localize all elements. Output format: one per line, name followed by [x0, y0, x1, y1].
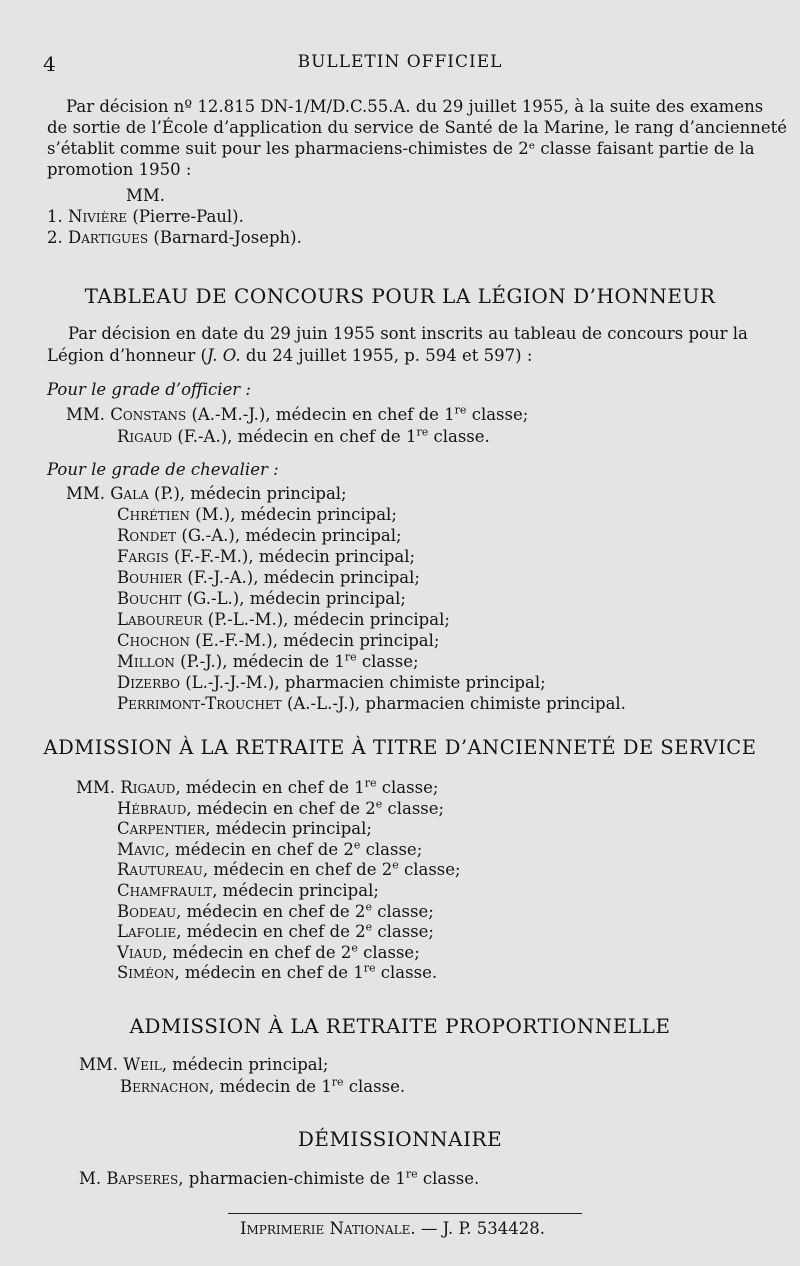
list-item	[76, 920, 461, 941]
ordinal-suffix: e	[365, 900, 372, 914]
list-item	[76, 900, 461, 921]
person-detail: (E.-F.-M.), médecin principal;	[189, 631, 440, 650]
person-detail: , médecin principal;	[205, 819, 372, 839]
list-item	[76, 961, 461, 982]
ordinal-suffix: e	[365, 920, 373, 934]
retraite-anciennete-list	[76, 776, 461, 982]
list-prefix: M.	[79, 1169, 107, 1188]
ordinal-suffix: re	[331, 1075, 344, 1089]
person-surname: Laboureur	[117, 610, 203, 629]
person-surname: Chamfrault	[117, 880, 213, 900]
decision1-mm: MM.	[126, 186, 166, 205]
person-surname: Carpentier	[117, 819, 206, 839]
list-item	[76, 817, 461, 838]
person-detail-end: classe;	[372, 922, 434, 942]
person-surname: Nivière	[68, 207, 128, 226]
list-item	[76, 776, 461, 797]
person-detail: , médecin en chef de 2	[186, 798, 376, 818]
person-surname: Millon	[117, 652, 175, 671]
ordinal-suffix: e	[353, 838, 361, 852]
person-detail: (Pierre-Paul).	[127, 207, 244, 226]
rank-number: 2.	[47, 228, 63, 247]
list-item	[79, 1075, 405, 1097]
list-item	[66, 692, 626, 713]
person-detail-end: classe;	[398, 860, 461, 880]
ranked-name-1	[47, 205, 244, 228]
list-item	[79, 1053, 405, 1075]
list-prefix: MM.	[66, 484, 111, 503]
person-surname: Bodeau	[117, 901, 177, 921]
list-item	[66, 671, 626, 692]
person-detail: , médecin en chef de 2	[176, 922, 366, 942]
ordinal-suffix: re	[363, 961, 376, 975]
ordinal-suffix: re	[416, 425, 429, 439]
list-item	[66, 545, 626, 566]
person-surname: Hébraud	[117, 798, 187, 818]
person-detail-end: classe.	[375, 963, 438, 983]
section-title-retraite-anciennete: ADMISSION À LA RETRAITE À TITRE D’ANCIENNETÉ DE SERVICE	[43, 736, 757, 759]
footer-imprint	[240, 1217, 545, 1240]
person-detail-end: classe;	[356, 652, 419, 671]
person-detail: (P.-L.-M.), médecin principal;	[202, 610, 450, 629]
person-surname: Lafolie	[117, 922, 177, 942]
person-surname: Viaud	[117, 942, 163, 962]
person-detail: (A.-L.-J.), pharmacien chimiste principal.	[281, 694, 626, 713]
section1-intro-line-1: Par décision en date du 29 juin 1955 sont inscrits au tableau de concours pour la	[68, 324, 748, 343]
person-detail: , médecin de 1	[209, 1077, 332, 1096]
list-item	[76, 941, 461, 962]
person-detail: (F.-A.), médecin en chef de 1	[172, 427, 417, 446]
person-detail: (M.), médecin principal;	[189, 505, 397, 524]
list-item	[66, 425, 528, 447]
list-item	[66, 524, 626, 545]
person-detail: , médecin en chef de 1	[174, 963, 364, 983]
ordinal-suffix: e	[375, 797, 383, 811]
person-surname: Rigaud	[120, 778, 176, 797]
person-detail: (G.-A.), médecin principal;	[176, 526, 402, 545]
person-detail: , médecin principal;	[212, 880, 379, 900]
list-item	[76, 838, 461, 859]
ordinal-suffix: re	[344, 650, 357, 664]
person-detail: (F.-J.-A.), médecin principal;	[182, 568, 420, 587]
list-item	[66, 587, 626, 608]
ordinal-suffix: re	[454, 403, 467, 417]
intro-text: du 24 juillet 1955, p. 594 et 597) :	[240, 346, 533, 365]
person-surname: Siméon	[117, 963, 175, 983]
person-detail-end: classe;	[371, 901, 434, 921]
person-detail-end: classe;	[376, 778, 439, 797]
running-title: BULLETIN OFFICIEL	[297, 52, 503, 72]
person-surname: Dartigues	[68, 228, 149, 247]
section-title-retraite-proportionnelle: ADMISSION À LA RETRAITE PROPORTIONNELLE	[129, 1014, 671, 1038]
ordinal-suffix: e	[392, 858, 399, 872]
person-surname: Rigaud	[117, 427, 173, 446]
person-surname: Bapseres	[106, 1169, 179, 1188]
list-prefix: MM.	[76, 778, 121, 797]
person-surname: Rondet	[117, 526, 177, 545]
person-detail-end: classe.	[428, 427, 490, 446]
person-surname: Chochon	[117, 631, 190, 650]
person-detail-end: classe;	[357, 942, 420, 962]
person-detail-end: classe.	[417, 1169, 480, 1188]
person-surname: Bouhier	[117, 568, 183, 587]
section1-intro-line-2	[47, 344, 532, 367]
officier-label: Pour le grade d’officier :	[47, 380, 251, 399]
person-detail: , médecin en chef de 2	[202, 860, 393, 880]
person-surname: Weil	[123, 1055, 162, 1074]
decision1-line-1: Par décision nº 12.815 DN-1/M/D.C.55.A. du 29 juillet 1955, à la suite des examens	[66, 97, 764, 116]
person-surname: Rautureau	[117, 860, 203, 880]
ranked-name-2	[47, 226, 302, 249]
list-item	[66, 650, 626, 671]
list-item	[66, 608, 626, 629]
person-surname: Mavic	[117, 839, 165, 859]
chevalier-list	[66, 482, 626, 713]
person-detail-end: classe;	[466, 405, 529, 424]
decision1-line-4: promotion 1950 :	[47, 160, 192, 179]
list-item	[66, 403, 528, 425]
person-detail: (A.-M.-J.), médecin en chef de 1	[186, 405, 455, 424]
person-detail: (Barnard-Joseph).	[148, 228, 302, 247]
footer-separator: —	[415, 1219, 443, 1238]
page-number: 4	[43, 52, 56, 76]
person-surname: Perrimont-Trouchet	[117, 694, 282, 713]
person-detail: (G.-L.), médecin principal;	[181, 589, 406, 608]
person-detail: (F.-F.-M.), médecin principal;	[168, 547, 416, 566]
list-prefix: MM.	[66, 405, 111, 424]
intro-text: Légion d’honneur (	[47, 346, 207, 365]
list-item	[66, 629, 626, 650]
person-detail-end: classe;	[382, 798, 445, 818]
person-detail: (P.-J.), médecin de 1	[174, 652, 345, 671]
person-surname: Dizerbo	[117, 673, 180, 692]
list-item	[66, 503, 626, 524]
list-prefix: MM.	[79, 1055, 124, 1074]
decision1-line-2: de sortie de l’École d’application du service de Santé de la Marine, le rang d’ancienneté	[47, 118, 787, 137]
list-item	[76, 797, 461, 818]
list-item	[79, 1167, 479, 1190]
ordinal-suffix: re	[364, 776, 377, 790]
footer-rule	[228, 1213, 582, 1214]
person-detail: , médecin en chef de 2	[176, 901, 366, 921]
print-reference: J. P. 534428.	[442, 1219, 545, 1238]
decision1-line-3: s’établit comme suit pour les pharmaciens-chimistes de 2ᵉ classe faisant partie de la	[47, 139, 755, 158]
section-title-legion-honneur: TABLEAU DE CONCOURS POUR LA LÉGION D’HONNEUR	[84, 284, 716, 308]
person-detail: , pharmacien-chimiste de 1	[178, 1169, 406, 1188]
list-item	[76, 858, 461, 879]
person-detail: , médecin en chef de 2	[162, 942, 352, 962]
list-item	[66, 566, 626, 587]
person-detail: , médecin en chef de 1	[175, 778, 365, 797]
rank-number: 1.	[47, 207, 63, 226]
list-item	[66, 482, 626, 503]
person-detail: (P.), médecin principal;	[148, 484, 347, 503]
section-title-demissionnaire: DÉMISSIONNAIRE	[297, 1127, 503, 1151]
demissionnaire-list	[79, 1167, 479, 1190]
person-detail-end: classe;	[360, 839, 423, 859]
person-detail: , médecin principal;	[161, 1055, 329, 1074]
person-detail-end: classe.	[343, 1077, 406, 1096]
person-detail: , médecin en chef de 2	[164, 839, 354, 859]
retraite-proportionnelle-list	[79, 1053, 405, 1097]
person-surname: Bernachon	[120, 1077, 210, 1096]
person-surname: Bouchit	[117, 589, 182, 608]
person-surname: Constans	[110, 405, 187, 424]
officier-list	[66, 403, 528, 447]
person-surname: Fargis	[117, 547, 169, 566]
ordinal-suffix: re	[405, 1167, 418, 1181]
person-surname: Chrétien	[117, 505, 190, 524]
chevalier-label: Pour le grade de chevalier :	[47, 460, 279, 479]
ordinal-suffix: e	[351, 941, 358, 955]
list-item	[76, 879, 461, 900]
journal-officiel-abbr: J. O.	[206, 346, 241, 365]
printer-name: Imprimerie Nationale.	[240, 1219, 416, 1238]
person-surname: Gala	[110, 484, 149, 503]
person-detail: (L.-J.-J.-M.), pharmacien chimiste principal;	[179, 673, 546, 692]
